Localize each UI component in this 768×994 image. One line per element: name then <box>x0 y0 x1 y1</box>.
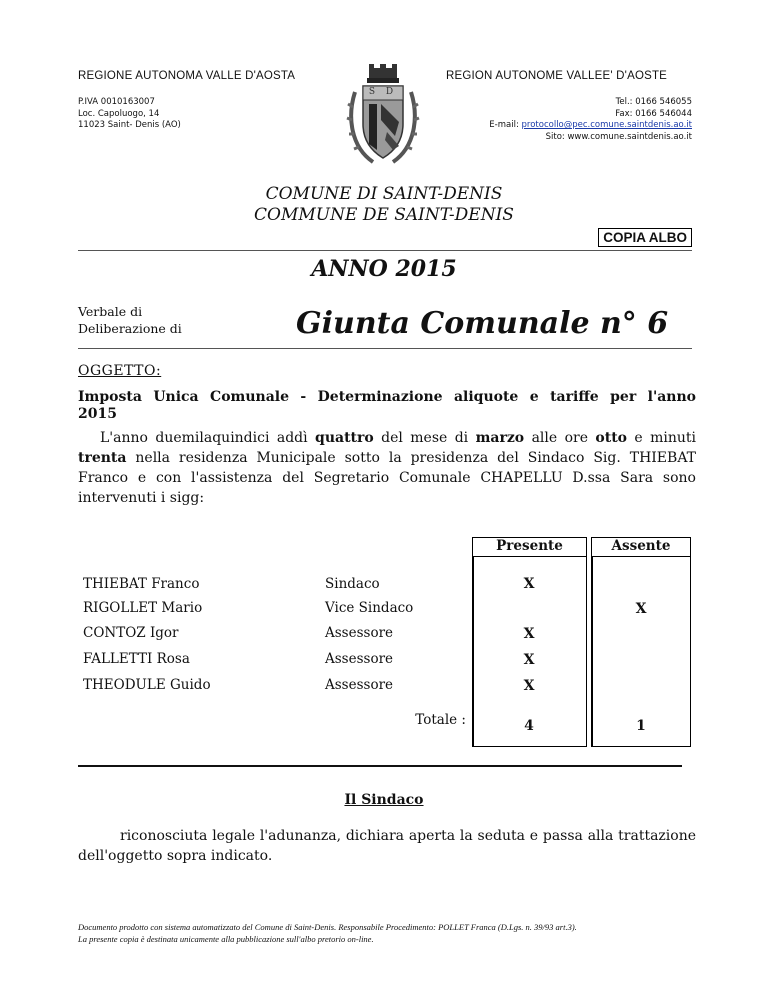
col-present-right-border <box>586 556 588 747</box>
col-absent-right-border <box>690 556 692 747</box>
footer-line-2: La presente copia è destinata unicamente alla pubblicazione sull'albo pretorio on-line. <box>78 934 374 944</box>
member-role: Assessore <box>325 651 394 667</box>
separator-line <box>78 765 682 767</box>
email-link[interactable]: protocollo@pec.comune.saintdenis.ao.it <box>521 120 692 130</box>
divider-mid <box>78 348 692 349</box>
piva: P.IVA 0010163007 <box>78 97 155 107</box>
footer-line-1: Documento prodotto con sistema automatizzato del Comune di Saint-Denis. Responsabile Procedimento: POLLET Franca (D.Lgs. n. 39/93 art.3). <box>78 922 577 932</box>
email-line <box>432 120 692 132</box>
crest-letters: S D <box>368 87 398 97</box>
member-role: Assessore <box>325 625 394 641</box>
giorno: quattro <box>315 430 374 446</box>
present-mark: X <box>523 576 535 592</box>
present-mark: X <box>523 678 535 694</box>
member-name: FALLETTI Rosa <box>83 651 190 667</box>
oggetto-line-1: Imposta Unica Comunale - Determinazione aliquote e tariffe per l'anno <box>78 389 696 405</box>
ore: otto <box>595 430 628 446</box>
website: Sito: www.comune.saintdenis.ao.it <box>545 131 692 142</box>
member-name: THEODULE Guido <box>83 677 211 693</box>
col-absent-left-border <box>591 556 593 747</box>
total-absent: 1 <box>636 718 646 734</box>
present-mark: X <box>523 626 535 642</box>
member-role: Assessore <box>325 677 394 693</box>
member-role: Vice Sindaco <box>325 600 414 616</box>
footer-note <box>78 921 577 945</box>
mese: marzo <box>475 430 525 446</box>
col-present-bottom-border <box>472 746 587 748</box>
region-fr: REGION AUTONOME VALLEE' D'AOSTE <box>446 70 668 82</box>
member-name: THIEBAT Franco <box>83 576 200 592</box>
giunta-title: Giunta Comunale n° 6 <box>296 306 669 341</box>
municipal-crest-icon <box>343 62 423 172</box>
oggetto-label: OGGETTO: <box>78 363 162 379</box>
address-line-2: 11023 Saint- Denis (AO) <box>78 120 181 130</box>
verbale-line-1: Verbale di <box>78 304 143 319</box>
anno-heading: ANNO 2015 <box>311 256 457 282</box>
member-role: Sindaco <box>325 576 380 592</box>
address-block <box>78 97 181 132</box>
member-name: RIGOLLET Mario <box>83 600 203 616</box>
comune-name-fr: COMMUNE DE SAINT-DENIS <box>254 205 514 225</box>
sindaco-paragraph: riconosciuta legale l'adunanza, dichiara aperta la seduta e passa alla trattazione dell'oggetto sopra indicato. <box>78 828 696 864</box>
divider-top <box>78 250 692 251</box>
fax: Fax: 0166 546044 <box>615 108 692 119</box>
present-mark: X <box>523 652 535 668</box>
verbale-line-2: Deliberazione di <box>78 321 182 336</box>
minuti: trenta <box>78 450 127 466</box>
email-label: E-mail: <box>489 120 522 130</box>
col-header-present: Presente <box>472 537 587 557</box>
contact-block <box>432 97 692 143</box>
region-it: REGIONE AUTONOMA VALLE D'AOSTA <box>78 70 296 82</box>
total-present: 4 <box>524 718 534 734</box>
col-present-left-border <box>472 556 474 747</box>
comune-name-it: COMUNE DI SAINT-DENIS <box>265 184 503 204</box>
oggetto-line-2: 2015 <box>78 406 117 422</box>
verbale-label <box>78 303 182 337</box>
sindaco-heading: Il Sindaco <box>344 792 424 808</box>
col-absent-bottom-border <box>591 746 691 748</box>
total-label: Totale : <box>415 712 466 728</box>
col-header-absent: Assente <box>591 537 691 557</box>
tel: Tel.: 0166 546055 <box>615 97 692 107</box>
absent-mark: X <box>635 601 647 617</box>
address-line-1: Loc. Capoluogo, 14 <box>78 108 160 119</box>
intro-paragraph: L'anno duemilaquindici addì quattro del mese di marzo alle ore otto e minuti trenta nella residenza Municipale sotto la presidenza del Sindaco Sig. THIEBAT Franco e con l'assistenza del Segretario Comunale CHAPELLU D.ssa Sara sono intervenuti i sigg: <box>78 430 697 506</box>
member-name: CONTOZ Igor <box>83 625 179 641</box>
copia-albo-badge: COPIA ALBO <box>598 228 692 247</box>
